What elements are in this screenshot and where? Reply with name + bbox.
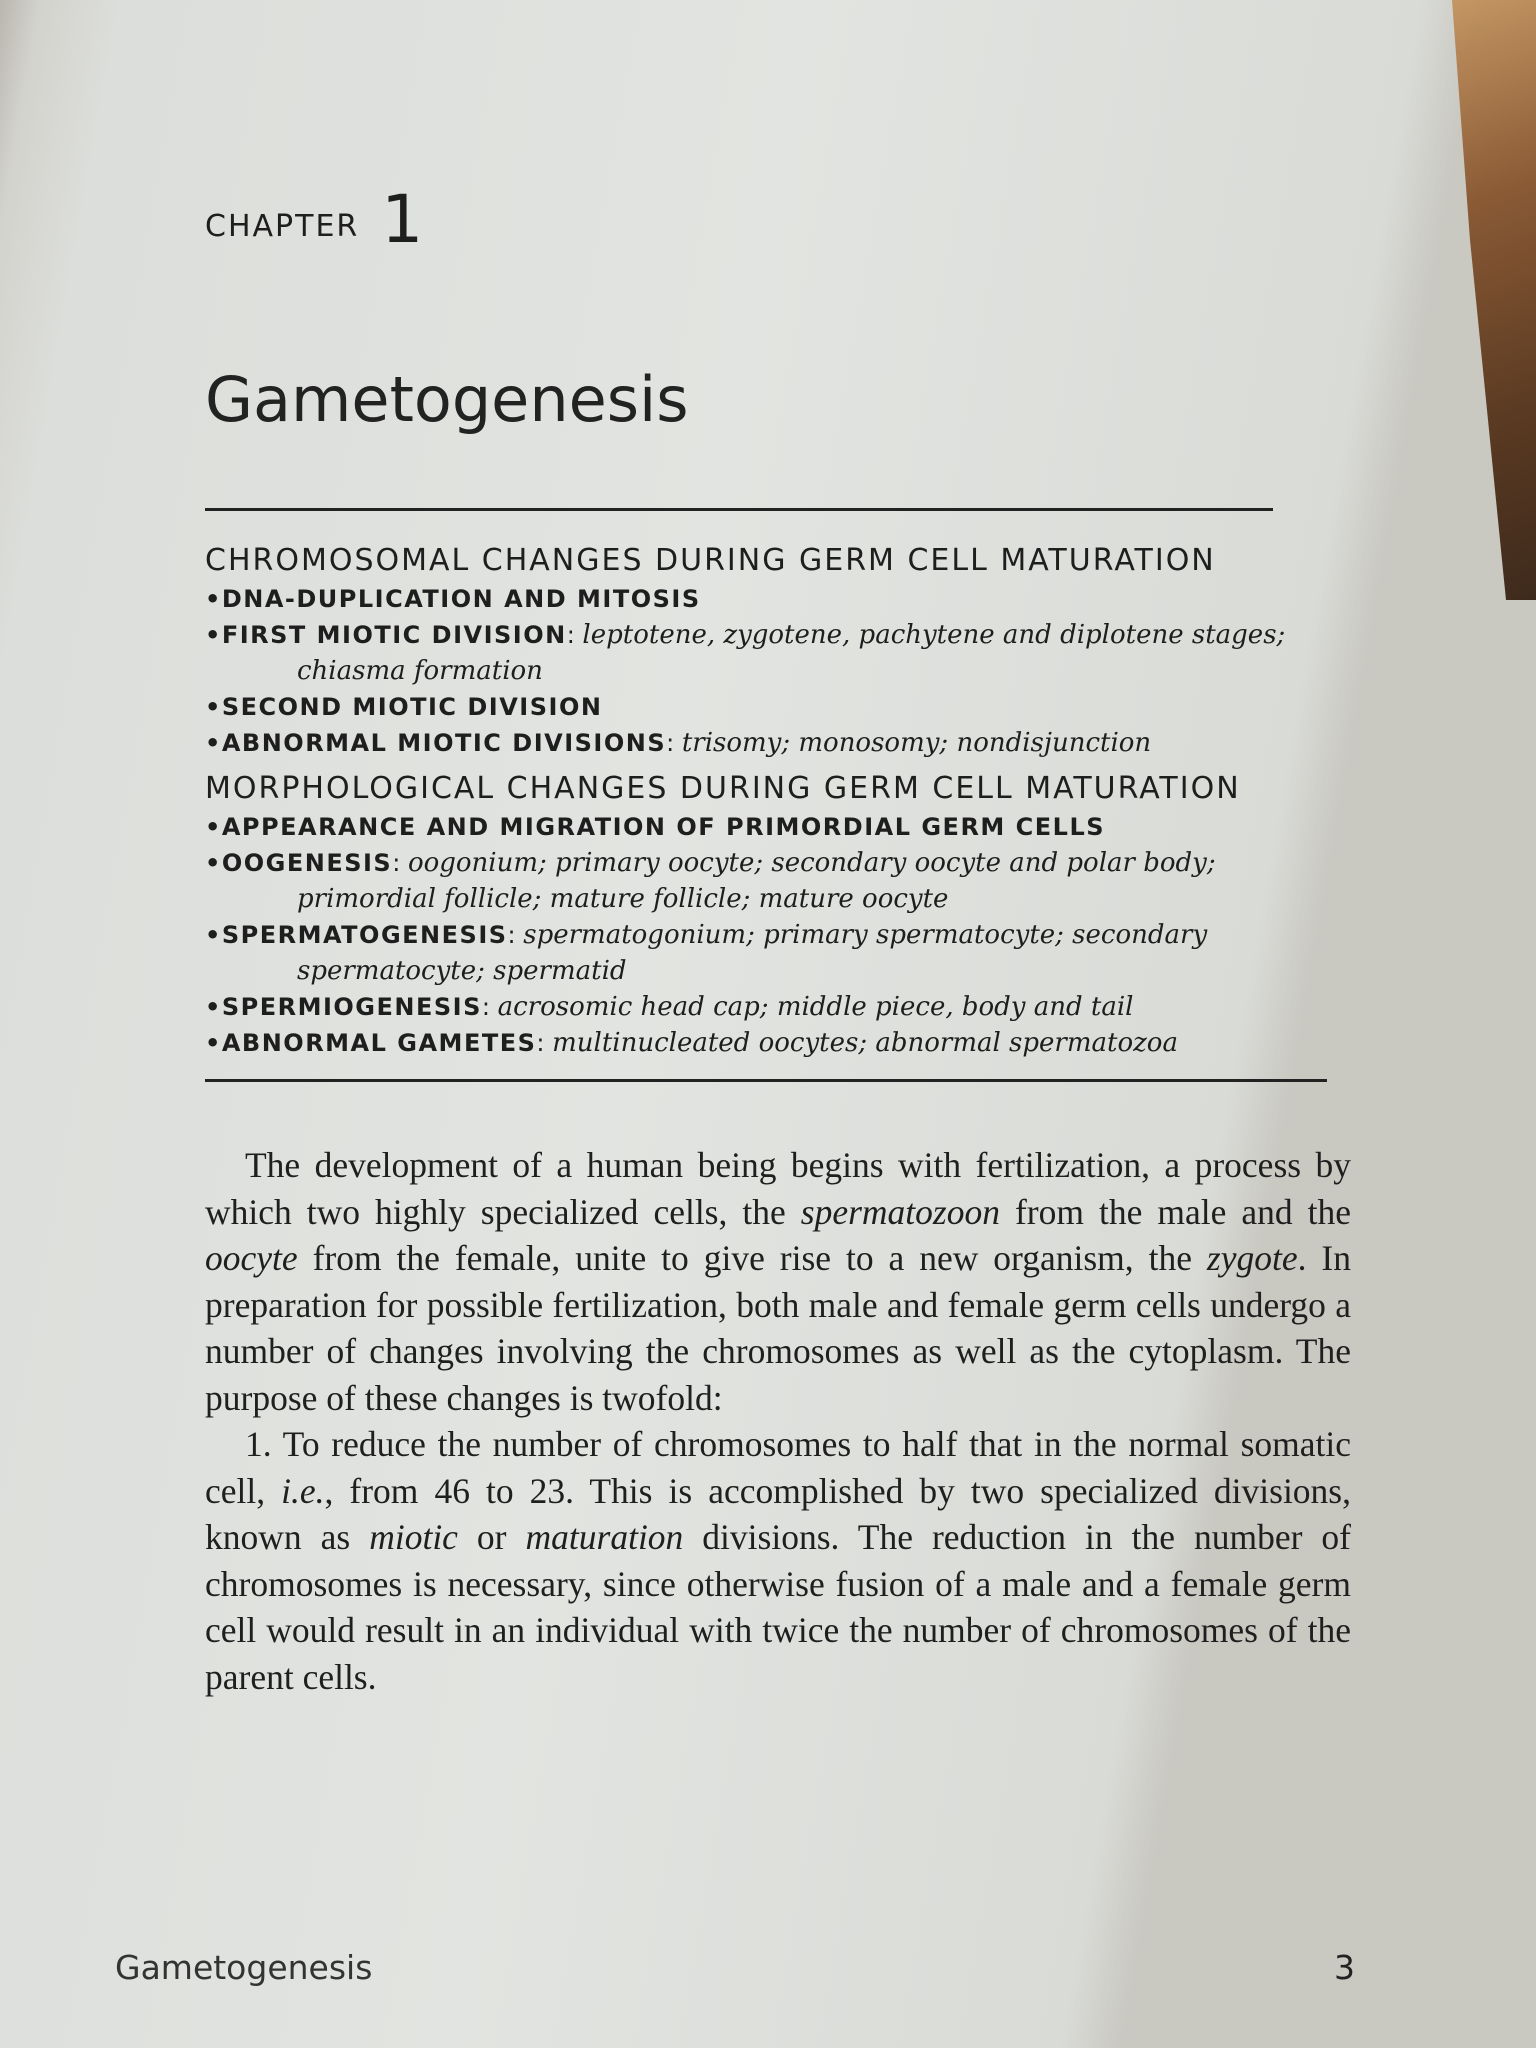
outline-item — [205, 581, 1335, 617]
outline-item — [205, 689, 1335, 725]
italic-term: spermatozoon — [800, 1191, 1000, 1232]
outline-item: •ABNORMAL MIOTIC DIVISIONS: trisomy; monosomy; nondisjunction — [205, 728, 1152, 758]
outline-item-label: •DNA-DUPLICATION AND MITOSIS — [205, 585, 701, 613]
text-run: divisions. The reduction in the number of chromosomes is necessary, since otherwise fusion of a male and a female germ cell would result in an individual with twice the number of chromosomes of the parent cells. — [205, 1517, 1351, 1697]
outline-item-label: •SECOND MIOTIC DIVISION — [205, 693, 603, 721]
text-run: . In preparation for possible fertilization, both male and female germ cells undergo a number of changes involving the chromosomes as well as the cytoplasm. The purpose of these changes is twofold: — [205, 1238, 1351, 1418]
outline-item-label: •ABNORMAL GAMETES — [205, 1029, 537, 1057]
paragraph — [205, 1421, 1351, 1700]
text-run: , from 46 to 23. This is accomplished by two specialized divisions, known as — [205, 1470, 1351, 1557]
outline-item-detail: multinucleated oocytes; abnormal spermatozoa — [552, 1028, 1178, 1058]
outline-item-label: •FIRST MIOTIC DIVISION — [205, 621, 567, 649]
outline-item: •SPERMATOGENESIS: spermatogonium; primary spermatocyte; secondary spermatocyte; spermatid — [205, 920, 1208, 986]
outline-item-label: •SPERMATOGENESIS — [205, 921, 508, 949]
outline-item: •FIRST MIOTIC DIVISION: leptotene, zygotene, pachytene and diplotene stages; chiasma formation — [205, 620, 1286, 686]
outline-heading: CHROMOSOMAL CHANGES DURING GERM CELL MATURATION — [205, 543, 1216, 578]
outline-item — [205, 809, 1335, 845]
italic-term: miotic — [369, 1517, 458, 1557]
text-run: from the male and the — [999, 1191, 1351, 1232]
outline-item: •SPERMIOGENESIS: acrosomic head cap; middle piece, body and tail — [205, 992, 1134, 1022]
text-run: The development of a human being begins with fertilization, a process by which two highly specialized cells, the — [205, 1145, 1351, 1232]
outline-item-label: •APPEARANCE AND MIGRATION OF PRIMORDIAL GERM CELLS — [205, 813, 1106, 841]
chapter-number: 1 — [381, 181, 426, 258]
page-footer — [115, 1928, 1355, 1988]
outline-item-detail: leptotene, zygotene, pachytene and diplotene stages; chiasma formation — [297, 620, 1286, 686]
outline-item-label: •OOGENESIS — [205, 849, 393, 877]
outline-item-detail: trisomy; monosomy; nondisjunction — [681, 728, 1152, 758]
outline-item: •OOGENESIS: oogonium; primary oocyte; secondary oocyte and polar body; primordial follicle; mature follicle; mature oocyte — [205, 848, 1216, 914]
page-number: 3 — [1334, 1948, 1355, 1987]
outline-item-detail: acrosomic head cap; middle piece, body and tail — [497, 992, 1134, 1022]
chapter-outline — [205, 533, 1335, 1061]
outline-heading: MORPHOLOGICAL CHANGES DURING GERM CELL MATURATION — [205, 771, 1241, 806]
chapter-title: Gametogenesis — [205, 363, 689, 436]
top-divider — [205, 508, 1273, 511]
chapter-word: CHAPTER — [205, 209, 360, 244]
outline-item-detail: spermatogonium; primary spermatocyte; secondary spermatocyte; spermatid — [297, 920, 1208, 986]
text-run: from the female, unite to give rise to a new organism, the — [297, 1238, 1207, 1278]
chapter-label — [205, 180, 1386, 267]
italic-term: i.e. — [281, 1470, 325, 1511]
italic-term: maturation — [525, 1517, 684, 1557]
text-run: 1. To reduce the number of chromosomes to half that in the normal somatic cell, — [205, 1424, 1351, 1511]
text-run: or — [457, 1517, 526, 1557]
bottom-divider — [205, 1079, 1327, 1082]
outline-item-detail: oogonium; primary oocyte; secondary oocyte and polar body; primordial follicle; mature follicle; mature oocyte — [297, 848, 1216, 914]
outline-item-label: •ABNORMAL MIOTIC DIVISIONS — [205, 729, 667, 757]
running-footer-title: Gametogenesis — [115, 1948, 373, 1987]
outline-item-label: •SPERMIOGENESIS — [205, 993, 482, 1021]
italic-term: zygote — [1206, 1238, 1298, 1278]
outline-item: •ABNORMAL GAMETES: multinucleated oocytes; abnormal spermatozoa — [205, 1028, 1178, 1058]
body-text — [205, 1142, 1351, 1700]
paragraph — [205, 1142, 1351, 1421]
italic-term: oocyte — [205, 1238, 298, 1278]
